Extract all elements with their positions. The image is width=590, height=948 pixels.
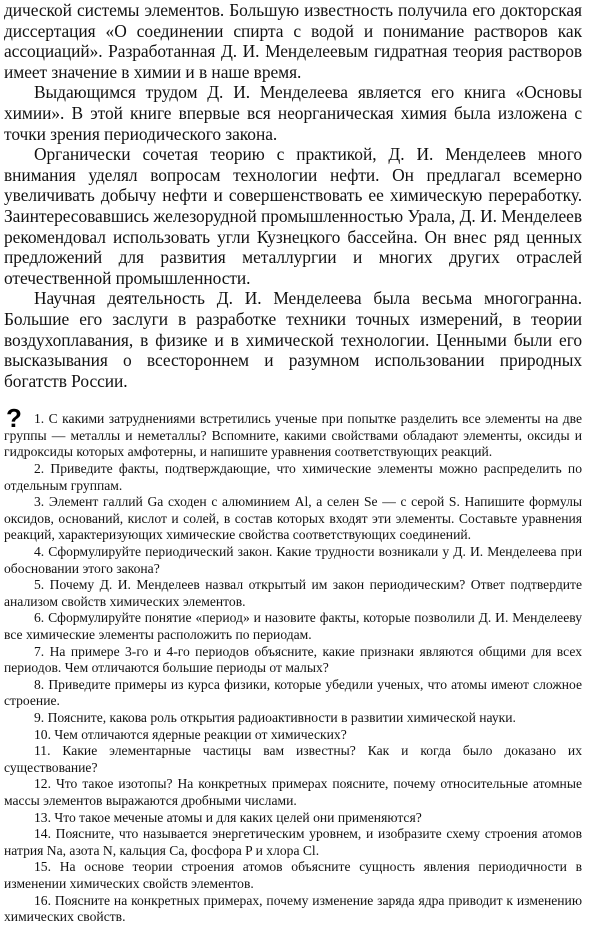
- main-text: [4, 0, 582, 391]
- question-10: 10. Чем отличаются ядерные реакции от химических?: [34, 726, 347, 742]
- paragraph-4: Научная деятельность Д. И. Менделеева была весьма многогранна. Большие его заслуги в разработке техники точных измерений, в теории воздухоплавания, в физике и в химической технологии. Ценными были его высказывания о всестороннем и разумном использовании природных богатств России.: [4, 288, 582, 391]
- question-16: 16. Поясните на конкретных примерах, почему изменение заряда ядра приводит к изменению химических свойств.: [4, 892, 582, 925]
- paragraph-3: Органически сочетая теорию с практикой, Д. И. Менделеев много внимания уделял вопросам технологии нефти. Он предлагал всемерно увеличивать добычу нефти и совершенствовать ее химическую переработку. Заинтересовавшись железорудной промышленностью Урала, Д. И. Менделеев рекомендовал использовать угли Кузнецкого бассейна. Он внес ряд ценных предложений для развития металлургии и многих других отраслей отечественной промышленности.: [4, 144, 582, 288]
- question-8: 8. Приведите примеры из курса физики, которые убедили ученых, что атомы имеют сложное строение.: [4, 676, 582, 709]
- question-9: 9. Поясните, какова роль открытия радиоактивности в развитии химической науки.: [34, 709, 516, 725]
- question-15: 15. На основе теории строения атомов объясните сущность явления периодичности в изменении химических свойств элементов.: [4, 859, 582, 891]
- question-5: 5. Почему Д. И. Менделеев назвал открытый им закон периодическим? Ответ подтвердите анализом свойств химических элементов.: [4, 577, 582, 609]
- paragraph-2: Выдающимся трудом Д. И. Менделеева является его книга «Основы химии». В этой книге впервые вся неорганическая химия была изложена с точки зрения периодического закона.: [4, 82, 582, 144]
- question-6: 6. Сформулируйте понятие «период» и назовите факты, которые позволили Д. И. Менделееву все химические элементы расположить по периодам.: [4, 610, 582, 642]
- question-4: 4. Сформулируйте периодический закон. Какие трудности возникали у Д. И. Менделеева при обосновании этого закона?: [4, 544, 582, 576]
- paragraph-1: дической системы элементов. Большую известность получила его докторская диссертация «О соединении спирта с водой и понимание растворов как ассоциаций». Разработанная Д. И. Менделеевым гидратная теория растворов имеет значение в химии и в наше время.: [4, 0, 582, 82]
- question-3: 3. Элемент галлий Ga сходен с алюминием Al, а селен Se — с серой S. Напишите формулы оксидов, оснований, кислот и солей, в состав которых входят эти элементы. Составьте уравнения реакций, характеризующих химические свойства соответствующих соединений.: [4, 494, 582, 543]
- question-mark-icon: ?: [6, 403, 22, 434]
- question-14: 14. Поясните, что называется энергетическим уровнем, и изобразите схему строения атомов натрия Na, азота N, кальция Ca, фосфора P и хлора Cl.: [4, 826, 582, 858]
- question-12: 12. Что такое изотопы? На конкретных примерах поясните, почему относительные атомные массы элементов выражаются дробными числами.: [4, 776, 582, 808]
- question-7: 7. На примере 3-го и 4-го периодов объясните, какие признаки являются общими для всех периодов. Чем отличаются большие периоды от малых?: [4, 643, 582, 676]
- question-1: 1. С какими затруднениями встретились ученые при попытке разделить все элементы на две группы — металлы и неметаллы? Вспомните, какими свойствами обладают элементы, оксиды и гидроксиды которых амфотерны, и напишите уравнения соответствующих реакций.: [4, 411, 582, 460]
- questions-section: [4, 403, 582, 925]
- question-2: 2. Приведите факты, подтверждающие, что химические элементы можно распределить по отдельным группам.: [4, 461, 582, 493]
- question-11: 11. Какие элементарные частицы вам известны? Как и когда было доказано их существование?: [4, 743, 582, 775]
- question-13: 13. Что такое меченые атомы и для каких целей они применяются?: [34, 809, 422, 825]
